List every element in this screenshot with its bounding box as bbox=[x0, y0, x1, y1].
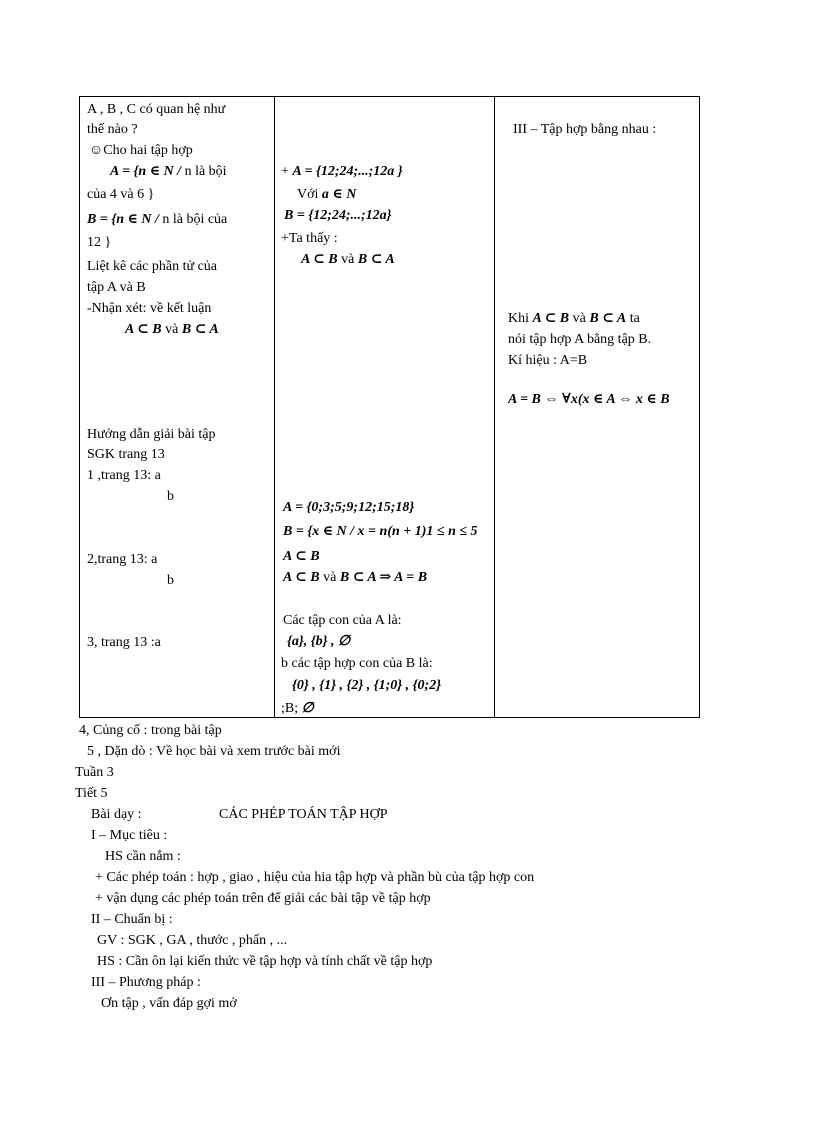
col3-line2: nói tập hợp A bằng tập B. bbox=[508, 332, 652, 347]
ex1-set-b: B = {x ∈ N / x = n(n + 1)1 ≤ n ≤ 5 bbox=[283, 524, 478, 539]
col1-line13: SGK trang 13 bbox=[87, 447, 165, 462]
ex3b-sets: {0} , {1} , {2} , {1;0} , {0;2} bbox=[292, 678, 442, 693]
col1-line17: b bbox=[167, 573, 174, 588]
see-relation: A ⊂ B và B ⊂ A bbox=[301, 252, 395, 267]
set-a-definition: A = {n ∈ N / n là bội bbox=[110, 164, 227, 179]
col1-line5: của 4 và 6 } bbox=[87, 187, 155, 202]
set-b-definition: B = {n ∈ N / n là bội của bbox=[87, 212, 228, 227]
ex1-set-a: A = {0;3;5;9;12;15;18} bbox=[283, 500, 415, 515]
objective-2: + vận dụng các phép toán trên để giải các bài tập về tập hợp bbox=[95, 891, 431, 906]
objective-1: + Các phép toán : hợp , giao , hiệu của hia tập hợp và phần bù của tập hợp con bbox=[95, 870, 535, 885]
equal-sets-heading: III – Tập hợp bằng nhau : bbox=[513, 122, 657, 137]
col1-line1: A , B , C có quan hệ như bbox=[87, 102, 226, 117]
method-heading: III – Phương pháp : bbox=[91, 975, 201, 990]
lesson-label: Bài dạy : bbox=[91, 807, 142, 822]
ex3b-last: ;B; ∅ bbox=[281, 701, 314, 716]
period-label: Tiết 5 bbox=[75, 786, 108, 801]
col1-line18: 3, trang 13 :a bbox=[87, 635, 161, 650]
objectives-heading: I – Mục tiêu : bbox=[91, 828, 168, 843]
col1-line2: thế nào ? bbox=[87, 122, 138, 137]
col1-relation: A ⊂ B và B ⊂ A bbox=[125, 322, 219, 337]
week-label: Tuần 3 bbox=[75, 765, 114, 780]
ex3b-title: b các tập hợp con của B là: bbox=[281, 656, 433, 671]
teacher-prep: GV : SGK , GA , thước , phấn , ... bbox=[97, 933, 288, 948]
col1-line16: 2,trang 13: a bbox=[87, 552, 158, 567]
ex3-title: Các tập con của A là: bbox=[283, 613, 402, 628]
col1-line15: b bbox=[167, 489, 174, 504]
col1-line8: Liệt kê các phần tử của bbox=[87, 259, 218, 274]
col1-line12: Hướng dẫn giải bài tập bbox=[87, 427, 216, 442]
col1-line7: 12 } bbox=[87, 235, 112, 250]
preparation-heading: II – Chuẩn bị : bbox=[91, 912, 173, 927]
students-must-know: HS cần nắm : bbox=[105, 849, 181, 864]
column-divider-2 bbox=[494, 97, 495, 717]
col1-line9: tập A và B bbox=[87, 280, 146, 295]
ex2-a: A ⊂ B bbox=[283, 549, 320, 564]
lesson-title: CÁC PHÉP TOÁN TẬP HỢP bbox=[219, 807, 388, 822]
see-label: +Ta thấy : bbox=[281, 231, 338, 246]
with-a: Với a ∈ N bbox=[297, 187, 357, 202]
consolidation: 4, Củng cố : trong bài tập bbox=[79, 723, 222, 738]
col3-line3: Kí hiệu : A=B bbox=[508, 353, 588, 368]
col3-when: Khi A ⊂ B và B ⊂ A ta bbox=[508, 311, 640, 326]
method-text: Ơn tập , vấn đáp gợi mở bbox=[101, 996, 237, 1011]
col1-line14: 1 ,trang 13: a bbox=[87, 468, 161, 483]
b-list: B = {12;24;...;12a} bbox=[284, 208, 392, 223]
ex3-sets: {a}, {b} , ∅ bbox=[287, 634, 351, 649]
col1-line3: ☺Cho hai tập hợp bbox=[89, 143, 193, 158]
student-prep: HS : Cần ôn lại kiến thức về tập hợp và tính chất về tập hợp bbox=[97, 954, 433, 969]
homework: 5 , Dặn dò : Về học bài và xem trước bài mới bbox=[87, 744, 341, 759]
column-divider-1 bbox=[274, 97, 275, 717]
equality-formula: A = B ⇔ ∀x(x ∈ A ⇔ x ∈ B bbox=[508, 392, 670, 407]
a-list: + A = {12;24;...;12a } bbox=[281, 164, 403, 179]
col1-line10: -Nhận xét: về kết luận bbox=[87, 301, 212, 316]
ex2-b: A ⊂ B và B ⊂ A ⇒ A = B bbox=[283, 570, 428, 585]
